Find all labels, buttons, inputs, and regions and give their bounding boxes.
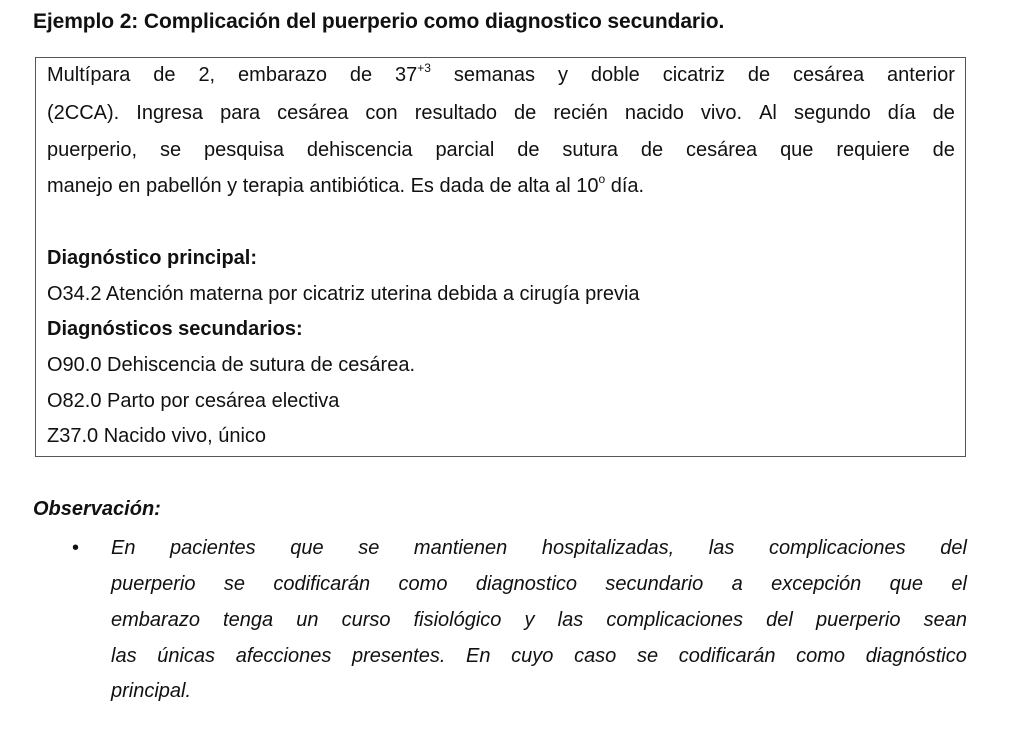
principal-diagnosis-label: Diagnóstico principal: [47,247,258,269]
word: de [640,139,664,161]
word: resultado [414,102,497,124]
word: como [796,645,846,667]
word: se [159,139,182,161]
word: puerperio [815,609,901,631]
word: puerperio, [47,139,138,161]
word: cicatriz [662,64,725,86]
observation-title: Observación: [33,498,161,520]
word: las [557,609,584,631]
case-text-line-2 [47,102,955,125]
section-heading: Ejemplo 2: Complicación del puerperio como diagnostico secundario. [33,10,725,33]
word: secundario [605,573,704,595]
word: excepción [771,573,862,595]
word: hospitalizadas, [541,537,675,559]
word: se [636,645,659,667]
word: doble [590,64,640,86]
word: Ingresa [136,102,204,124]
word: Al [759,102,777,124]
word: como [398,573,448,595]
word: cesárea [792,64,865,86]
word: En [111,537,136,559]
word: las [111,645,137,667]
word: semanas [453,64,536,86]
word: cuyo [511,645,554,667]
word: que [889,573,923,595]
secondary-diagnosis: O90.0 Dehiscencia de sutura de cesárea. [47,354,415,376]
word: que [780,139,814,161]
word: recién [553,102,608,124]
word: del [940,537,967,559]
word: embarazo [111,609,200,631]
word: de [517,139,540,161]
word: de [747,64,771,86]
word: codificarán [678,645,776,667]
word: se [358,537,380,559]
word: vivo. [700,102,743,124]
word: (2CCA). [47,102,120,124]
word: sutura [562,139,618,161]
word: presentes. [351,645,446,667]
word: pacientes [170,537,256,559]
discharge-text-end: día. [605,175,645,197]
word: afecciones [235,645,332,667]
word: fisiológico [413,609,502,631]
word: cesárea [686,139,758,161]
word: curso [341,609,391,631]
case-text-line-1 [47,61,955,87]
word: sean [923,609,967,631]
word: del [766,609,793,631]
word: puerperio [111,573,196,595]
word: diagnostico [475,573,578,595]
word: de [932,139,955,161]
gestational-age [395,61,431,87]
word: En [466,645,491,667]
word: con [365,102,398,124]
word: mantienen [413,537,508,559]
word: de [153,64,176,86]
word: de [514,102,537,124]
word: pesquisa [203,139,285,161]
word: 2, [198,64,216,86]
bullet-point: • [72,537,80,559]
case-text-line-4 [47,172,645,198]
word: que [290,537,324,559]
word: para [220,102,261,124]
word: se [223,573,246,595]
gestational-age-days: +3 [417,61,431,75]
case-box [35,57,966,457]
word: cesárea [277,102,349,124]
word: el [951,573,967,595]
case-text-line-3 [47,139,955,162]
observation-line-1 [111,537,967,560]
word: codificarán [273,573,371,595]
word: nacido [624,102,684,124]
observation-line-3 [111,609,967,632]
word: parcial [435,139,495,161]
observation-line-4 [111,645,967,668]
word: a [731,573,743,595]
word: requiere [836,139,910,161]
word: día [887,102,916,124]
word: segundo [793,102,871,124]
word: dehiscencia [306,139,413,161]
word: únicas [157,645,216,667]
word: tenga [223,609,274,631]
word: diagnóstico [865,645,967,667]
word: embarazo [238,64,327,86]
secondary-diagnoses-label: Diagnósticos secundarios: [47,318,303,340]
word: las [708,537,735,559]
secondary-diagnosis: Z37.0 Nacido vivo, único [47,425,267,447]
word: de [349,64,373,86]
word: Multípara [47,64,131,86]
word: de [932,102,955,124]
word: complicaciones [606,609,744,631]
word: y [524,609,535,631]
word: caso [574,645,617,667]
word: un [296,609,319,631]
word: anterior [887,64,955,86]
word: complicaciones [768,537,906,559]
observation-line-2 [111,573,967,596]
degree-sign: o [598,172,606,186]
observation-line-5: principal. [111,680,192,702]
discharge-text: manejo en pabellón y terapia antibiótica. Es dada de alta al 10 [47,175,599,197]
word: y [557,64,568,86]
principal-diagnosis: O34.2 Atención materna por cicatriz uterina debida a cirugía previa [47,283,640,305]
secondary-diagnosis: O82.0 Parto por cesárea electiva [47,390,340,412]
gestational-age-weeks: 37 [395,64,418,86]
